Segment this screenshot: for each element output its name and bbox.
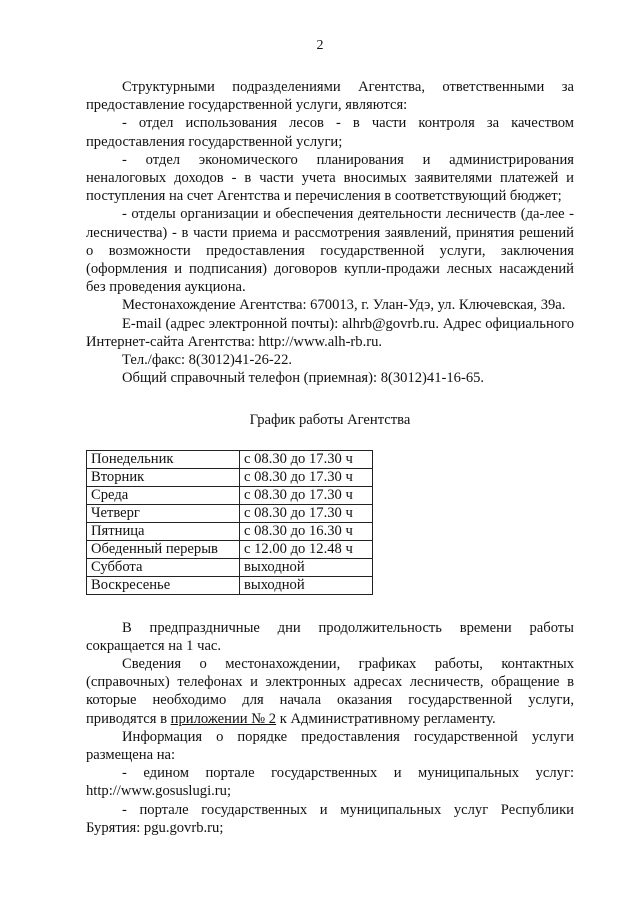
paragraph-phone-fax: Тел./факс: 8(3012)41-26-22.: [122, 352, 293, 369]
paragraph-forestry-depts: - отделы организации и обеспечения деятельности лесничеств (да-лее - лесничества) - в части приема и рассмотрения заявлений, принятия решений о возможности предоставления государственной услуги, заключения (оформления и подписания) договоров купли-продажи лесных насаждений без проведения аукциона.: [86, 206, 574, 296]
schedule-time: выходной: [240, 558, 373, 576]
paragraph-holiday-note: В предпраздничные дни продолжительность времени работы сокращается на 1 час.: [86, 619, 574, 654]
table-row: [87, 576, 373, 594]
table-row: [87, 486, 373, 504]
schedule-time: с 08.30 до 17.30 ч: [240, 504, 373, 522]
schedule-title: График работы Агентства: [249, 412, 411, 429]
paragraph-address: Местонахождение Агентства: 670013, г. Улан-Удэ, ул. Ключевская, 39а.: [122, 297, 566, 314]
schedule-day: Понедельник: [87, 450, 240, 468]
schedule-day: Суббота: [87, 558, 240, 576]
schedule-day: Вторник: [87, 468, 240, 486]
schedule-time: с 08.30 до 17.30 ч: [240, 450, 373, 468]
schedule-day: Пятница: [87, 522, 240, 540]
table-row: [87, 468, 373, 486]
paragraph-forest-use-dept: - отдел использования лесов - в части контроля за качеством предоставления государственной услуги;: [86, 115, 574, 150]
paragraph-divisions-intro: Структурными подразделениями Агентства, ответственными за предоставление государственной услуги, являются:: [86, 79, 574, 114]
paragraph-forestry-info: [86, 655, 574, 728]
schedule-day: Среда: [87, 486, 240, 504]
table-row: [87, 522, 373, 540]
page-number: 2: [316, 38, 324, 53]
schedule-time: с 12.00 до 12.48 ч: [240, 540, 373, 558]
paragraph-gosuslugi: - едином портале государственных и муниципальных услуг: http://www.gosuslugi.ru;: [86, 765, 574, 800]
schedule-day: Воскресенье: [87, 576, 240, 594]
schedule-table: [86, 450, 373, 595]
info-text-before: Сведения о местонахождении, графиках работы, контактных (справочных) телефонах и электронных адресах лесничеств, обращение в которые необходимо для начала оказания государственной услуги, приводятся в: [86, 656, 574, 727]
schedule-time: с 08.30 до 17.30 ч: [240, 468, 373, 486]
paragraph-regional-portal: - портале государственных и муниципальных услуг Республики Бурятия: pgu.govrb.ru;: [86, 801, 574, 836]
schedule-time: с 08.30 до 17.30 ч: [240, 486, 373, 504]
paragraph-email-site: E-mail (адрес электронной почты): alhrb@govrb.ru. Адрес официального Интернет-сайта Агентства: http://www.alh-rb.ru.: [86, 315, 574, 350]
table-row: [87, 558, 373, 576]
schedule-day: Четверг: [87, 504, 240, 522]
schedule-day: Обеденный перерыв: [87, 540, 240, 558]
document-body: [86, 78, 574, 837]
paragraph-economic-dept: - отдел экономического планирования и администрирования неналоговых доходов - в части учета вносимых заявителями платежей и поступления на счет Агентства и перечисления в соответствующий бюджет;: [86, 151, 574, 205]
table-row: [87, 450, 373, 468]
schedule-time: с 08.30 до 16.30 ч: [240, 522, 373, 540]
table-row: [87, 540, 373, 558]
info-text-after: к Административному регламенту.: [276, 710, 496, 727]
appendix-link[interactable]: приложении № 2: [170, 710, 277, 727]
schedule-time: выходной: [240, 576, 373, 594]
paragraph-reception-phone: Общий справочный телефон (приемная): 8(3012)41-16-65.: [122, 370, 485, 387]
table-row: [87, 504, 373, 522]
paragraph-info-placement: Информация о порядке предоставления государственной услуги размещена на:: [86, 728, 574, 764]
